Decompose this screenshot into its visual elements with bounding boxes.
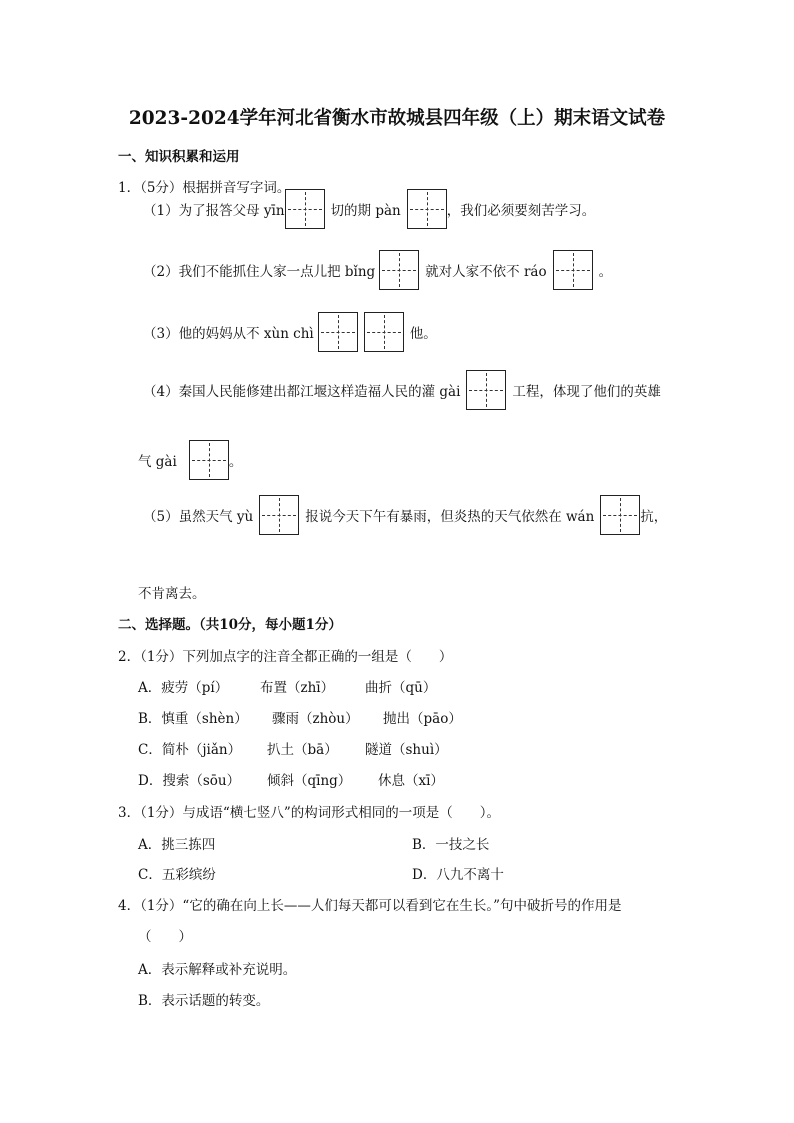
q2-a-2: 布置（zhī） xyxy=(260,680,335,696)
q1-sub1-text-c: ，我们必须要刻苦学习。 xyxy=(446,203,596,219)
q1-sub5-cont: 不肯离去。 xyxy=(138,586,206,602)
q3-option-a[interactable]: A．挑三拣四 xyxy=(138,837,216,853)
answer-box[interactable] xyxy=(466,370,506,410)
answer-box[interactable] xyxy=(379,250,419,290)
q4-stem: 4．（1分）“它的确在向上长——人们每天都可以看到它在生长。”句中破折号的作用是 xyxy=(118,898,622,914)
q1-sub5-text-a: （5）虽然天气 yù xyxy=(143,509,254,525)
q4-option-b[interactable]: B．表示话题的转变。 xyxy=(138,993,270,1009)
section-1-heading: 一、知识积累和运用 xyxy=(118,149,240,165)
q1-sub2 xyxy=(143,250,612,290)
q2-option-c[interactable] xyxy=(138,738,448,758)
q1-sub5-text-b: 报说今天下午有暴雨，但炎热的天气依然在 wán xyxy=(305,509,595,525)
answer-box[interactable] xyxy=(285,189,325,229)
q4-option-a[interactable]: A．表示解释或补充说明。 xyxy=(138,962,297,978)
answer-box[interactable] xyxy=(364,312,404,352)
q1-stem: 1．（5分）根据拼音写字词。 xyxy=(118,180,291,196)
q2-c-1: C．简朴（jiǎn） xyxy=(138,742,242,758)
q2-b-1: B．慎重（shèn） xyxy=(138,711,248,727)
answer-box[interactable] xyxy=(318,312,358,352)
q2-c-3: 隧道（shuì） xyxy=(365,742,448,758)
section-2-heading: 二、选择题。（共10分，每小题1分） xyxy=(118,617,342,633)
q2-d-2: 倾斜（qīng） xyxy=(267,773,352,789)
q1-sub3-text-b: 他。 xyxy=(409,326,437,342)
answer-box[interactable] xyxy=(553,250,593,290)
answer-box[interactable] xyxy=(189,440,229,480)
page-title: 2023-2024学年河北省衡水市故城县四年级（上）期末语文试卷 xyxy=(128,108,666,129)
q1-sub5 xyxy=(143,495,667,535)
q1-sub4-cont xyxy=(138,440,242,480)
q1-sub4-text-c: 气 gài xyxy=(138,454,177,470)
answer-box[interactable] xyxy=(407,189,447,229)
q1-sub4 xyxy=(143,370,661,410)
q1-sub1-text-b: 切的期 pàn xyxy=(330,203,401,219)
q1-sub5-text-c: 抗， xyxy=(640,509,668,525)
q3-option-d[interactable]: D．八九不离十 xyxy=(412,867,504,883)
q1-sub4-text-d: 。 xyxy=(228,454,243,470)
q2-option-d[interactable] xyxy=(138,769,444,789)
q2-stem: 2．（1分）下列加点字的注音全都正确的一组是（ ） xyxy=(118,649,453,665)
answer-box[interactable] xyxy=(259,495,299,535)
q1-sub1-text-a: （1）为了报答父母 yīn xyxy=(143,203,285,219)
q2-option-b[interactable] xyxy=(138,707,462,727)
q2-a-1: A．疲劳（pí） xyxy=(138,680,229,696)
q2-b-3: 抛出（pāo） xyxy=(383,711,462,727)
q1-sub4-text-a: （4）秦国人民能修建出都江堰这样造福人民的灌 gài xyxy=(143,384,461,400)
q2-a-3: 曲折（qū） xyxy=(365,680,437,696)
q2-b-2: 骤雨（zhòu） xyxy=(272,711,359,727)
answer-box[interactable] xyxy=(600,495,640,535)
q1-sub2-text-a: （2）我们不能抓住人家一点儿把 bǐng xyxy=(143,264,376,280)
q2-d-3: 休息（xī） xyxy=(378,773,444,789)
q1-sub2-text-c: 。 xyxy=(598,264,613,280)
q2-d-1: D．搜索（sōu） xyxy=(138,773,241,789)
q3-stem: 3．（1分）与成语“横七竖八”的构词形式相同的一项是（ ）。 xyxy=(118,805,500,821)
q1-sub4-text-b: 工程，体现了他们的英雄 xyxy=(512,384,661,400)
q3-option-b[interactable]: B．一技之长 xyxy=(412,837,490,853)
q1-sub3 xyxy=(143,312,437,352)
q1-sub3-text-a: （3）他的妈妈从不 xùn chì xyxy=(143,326,314,342)
q4-answer-paren: （ ） xyxy=(138,929,192,945)
q2-c-2: 扒土（bā） xyxy=(267,742,338,758)
q3-option-c[interactable]: C．五彩缤纷 xyxy=(138,867,216,883)
q1-sub1 xyxy=(143,189,595,229)
q1-sub2-text-b: 就对人家不依不 ráo xyxy=(425,264,547,280)
q2-option-a[interactable] xyxy=(138,676,436,696)
